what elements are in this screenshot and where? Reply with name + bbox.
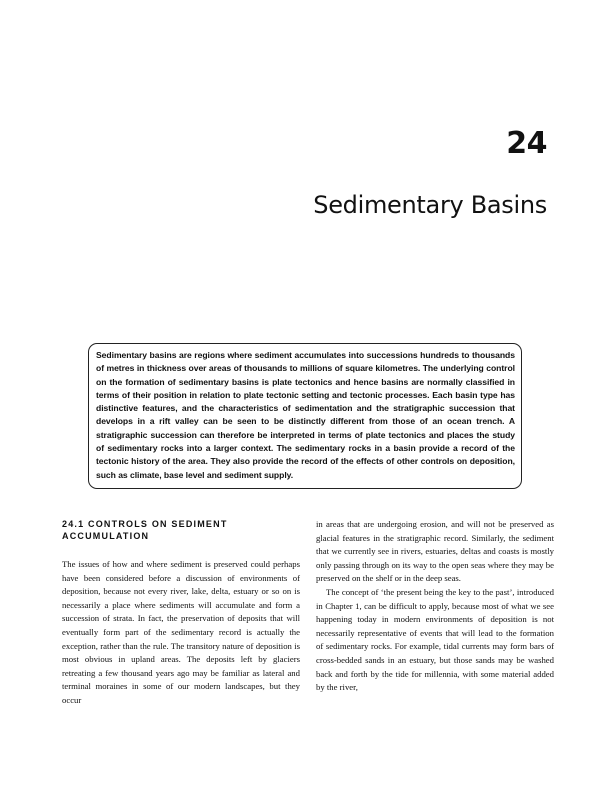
chapter-title: Sedimentary Basins — [313, 191, 547, 219]
section-heading — [62, 518, 300, 542]
section-heading-line1: 24.1 CONTROLS ON SEDIMENT — [62, 519, 228, 529]
abstract-text: Sedimentary basins are regions where sediment accumulates into successions hundreds to thousands of metres in thickness over areas of thousands to millions of square kilometres. The underlying control on the formation of sedimentary basins is plate tectonics and hence basins are normally classified in terms of their position in relation to plate tectonic setting and tectonic processes. Each basin type has distinctive features, and the characteristics of sedimentation and the stratigraphic succession that develops in a rift valley can be seen to be distinctly different from those of an ocean trench. A stratigraphic succession can therefore be interpreted in terms of plate tectonics and places the study of sedimentary rocks into a larger context. The sedimentary rocks in a basin provide a record of the tectonic history of the area. They also provide the record of the effects of other controls on deposition, such as climate, base level and sediment supply. — [96, 350, 515, 480]
section-heading-line2: ACCUMULATION — [62, 531, 150, 541]
chapter-abstract-box — [88, 343, 522, 489]
left-column — [62, 518, 300, 708]
chapter-number: 24 — [506, 126, 547, 161]
right-column — [316, 518, 554, 695]
body-paragraph-right-1: in areas that are undergoing erosion, and will not be preserved as glacial features in the stratigraphic record. Similarly, the sediment that we currently see in rivers, estuaries, deltas and coasts is mostly only passing through on its way to the open seas where they may be preserved on the shelf or in the deep seas. — [316, 519, 554, 584]
body-paragraph-right-2: The concept of ‘the present being the key to the past’, introduced in Chapter 1, can be difficult to apply, because most of what we see happening today in modern environments of deposition is not necessarily representative of events that will lead to the formation of sedimentary rocks. For example, tidal currents may form bars of cross-bedded sands in an estuary, but those sands may be washed back and forth by the tide for millennia, with some material added by the river, — [316, 586, 554, 693]
body-paragraph-left: The issues of how and where sediment is preserved could perhaps have been considered before a discussion of environments of deposition, because not every river, lake, delta, estuary or so on is necessarily a place where sediments will accumulate and form a succession of strata. In fact, the preservation of deposits that will eventually form part of the sedimentary record is actually the exception, rather than the rule. The transitory nature of deposition is most obvious in upland areas. The deposits left by glaciers retreating a few thousand years ago may be familiar as lateral and terminal moraines in some of our modern landscapes, but they occur — [62, 559, 300, 705]
